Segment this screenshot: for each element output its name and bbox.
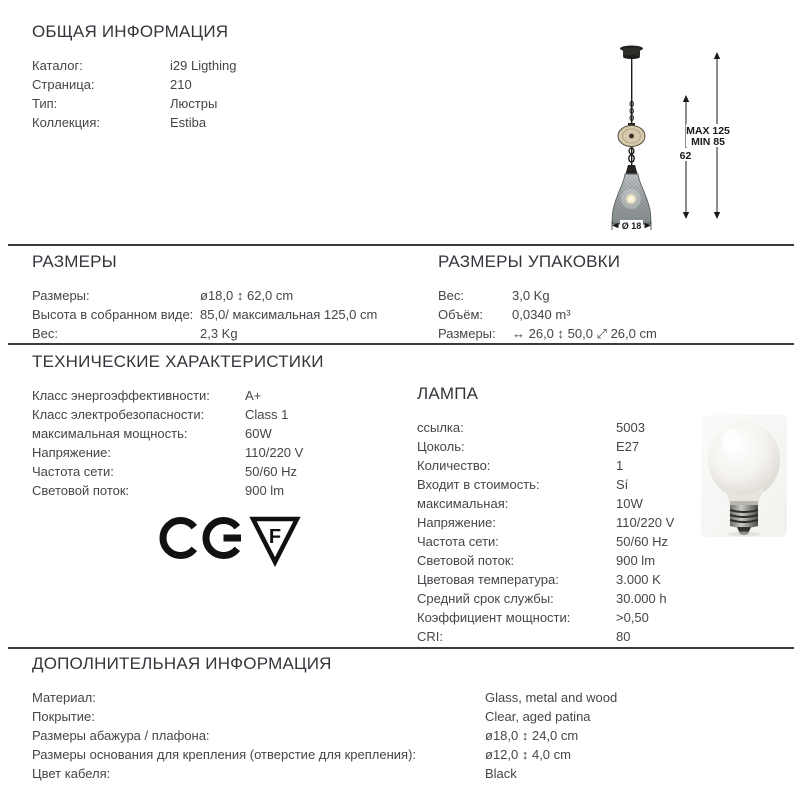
spec-value: Class 1 [245,407,289,422]
spec-value: 900 lm [616,553,656,568]
spec-label: Количество: [417,458,491,473]
spec-row [417,551,797,570]
spec-value: 2,3 Kg [200,326,238,341]
spec-label: Класс энергоэффективности: [32,388,210,403]
general-info-rows [32,56,452,132]
product-dimension-figure [598,40,768,240]
spec-label: ссылка: [417,420,464,435]
height-62-label: 62 [679,150,692,162]
spec-value: 3.000 K [616,572,661,587]
spec-label: максимальная мощность: [32,426,188,441]
spec-label: Покрытие: [32,709,95,724]
spec-value: 1 [616,458,624,473]
suspension-cable [631,57,632,167]
spec-value: 60W [245,426,272,441]
shade-height-dimension [677,95,695,219]
spec-label: Страница: [32,77,95,92]
spec-label: Размеры основания для крепления (отверстие для крепления): [32,747,417,762]
spec-label: Входит в стоимость: [417,477,540,492]
spec-value: 50/60 Hz [245,464,298,479]
section-divider [8,647,794,649]
section-divider [8,244,794,246]
spec-value: 0,0340 m³ [512,307,571,322]
spec-row [32,405,407,424]
spec-row [438,286,788,305]
dimensions-section [32,252,432,343]
technical-section [32,352,407,500]
dimensions-title: РАЗМЕРЫ [32,252,117,271]
spec-row [32,481,407,500]
additional-info-title: ДОПОЛНИТЕЛЬНАЯ ИНФОРМАЦИЯ [32,654,332,673]
spec-label: Каталог: [32,58,83,73]
spec-label: Световой поток: [417,553,515,568]
spec-value: ↔ 26,0 ↕ 50,0 ⤢ 26,0 cm [512,326,657,341]
pendant-lamp-drawing [598,40,768,240]
spec-label: Напряжение: [417,515,496,530]
spec-value: ø18,0 ↕ 24,0 cm [485,728,579,743]
spec-value: 210 [170,77,192,92]
overall-height-dimension [686,52,730,219]
spec-row [417,589,797,608]
spec-label: максимальная: [417,496,509,511]
spec-label: Высота в собранном виде: [32,307,194,322]
spec-label: Напряжение: [32,445,111,460]
spec-label: Размеры абажура / плафона: [32,728,210,743]
spec-label: Средний срок службы: [417,591,554,606]
f-mark-icon [253,519,297,562]
spec-value: 10W [616,496,643,511]
spec-value: Glass, metal and wood [485,690,618,705]
min-height-label: MIN 85 [691,136,725,148]
technical-rows [32,386,407,500]
bulb-inside [625,193,637,205]
spec-value: 80 [616,629,631,644]
spec-row [417,627,797,646]
spec-label: Тип: [32,96,58,111]
spec-label: Материал: [32,690,96,705]
spec-row [32,386,407,405]
spec-value: 85,0/ максимальная 125,0 cm [200,307,378,322]
spec-value: Clear, aged patina [485,709,591,724]
spec-value: 50/60 Hz [616,534,669,549]
general-info-section [32,22,452,132]
bulb-reflection [727,532,761,537]
spec-value: 110/220 V [616,515,675,530]
spec-row [32,462,407,481]
spec-label: Световой поток: [32,483,130,498]
spec-value: A+ [245,388,262,403]
wood-pulley [618,123,645,147]
bulb-globe [708,422,780,498]
spec-label: Класс электробезопасности: [32,407,205,422]
spec-label: Цоколь: [417,439,465,454]
additional-info-rows [32,688,752,783]
diameter-label: Ø 18 [621,221,642,231]
spec-value: 110/220 V [245,445,304,460]
spec-label: Частота сети: [32,464,114,479]
spec-row [32,745,752,764]
spec-value: ø12,0 ↕ 4,0 cm [485,747,571,762]
packaging-rows [438,286,788,343]
spec-value: Люстры [170,96,218,111]
spec-value: 30.000 h [616,591,667,606]
max-height-label: MAX 125 [686,125,730,137]
section-divider [8,343,794,345]
spec-value: i29 Ligthing [170,58,237,73]
spec-row [32,305,432,324]
spec-row [438,324,788,343]
spec-value: >0,50 [616,610,649,625]
spec-value: 5003 [616,420,645,435]
spec-value: 3,0 Kg [512,288,550,303]
spec-row [32,324,432,343]
spec-value: Black [485,766,517,781]
technical-title: ТЕХНИЧЕСКИЕ ХАРАКТЕРИСТИКИ [32,352,324,371]
led-bulb-image [701,415,787,537]
spec-label: Частота сети: [417,534,499,549]
spec-label: Размеры: [32,288,90,303]
glass-shade [612,174,651,224]
spec-row [32,424,407,443]
spec-row [438,305,788,324]
packaging-title: РАЗМЕРЫ УПАКОВКИ [438,252,621,271]
spec-label: Коллекция: [32,115,100,130]
spec-label: Вес: [438,288,465,303]
spec-row [32,94,452,113]
spec-value: Sí [616,477,629,492]
spec-row [32,707,752,726]
spec-label: Цвет кабеля: [32,766,111,781]
lamp-title: ЛАМПА [417,384,479,403]
spec-row [417,608,797,627]
spec-label: Вес: [32,326,59,341]
ce-mark-icon [163,521,241,556]
spec-label: Объём: [438,307,484,322]
spec-label: Коэффициент мощности: [417,610,571,625]
spec-label: CRI: [417,629,443,644]
spec-value: ø18,0 ↕ 62,0 cm [200,288,294,303]
additional-info-section [32,654,752,783]
packaging-section [438,252,788,343]
spec-row [32,726,752,745]
certification-marks [158,514,303,568]
spec-label: Цветовая температура: [417,572,559,587]
shade-holder [626,165,638,174]
spec-row [32,56,452,75]
f-mark-letter: F [268,526,282,548]
spec-row [32,113,452,132]
general-info-title: ОБЩАЯ ИНФОРМАЦИЯ [32,22,229,41]
spec-value: 900 lm [245,483,285,498]
spec-row [417,570,797,589]
spec-row [32,443,407,462]
spec-value: Estiba [170,115,207,130]
spec-label: Размеры: [438,326,496,341]
ceiling-canopy [620,46,643,60]
dimensions-rows [32,286,432,343]
spec-row [32,75,452,94]
spec-row [32,688,752,707]
spec-value: E27 [616,439,640,454]
spec-row [32,764,752,783]
spec-row [32,286,432,305]
